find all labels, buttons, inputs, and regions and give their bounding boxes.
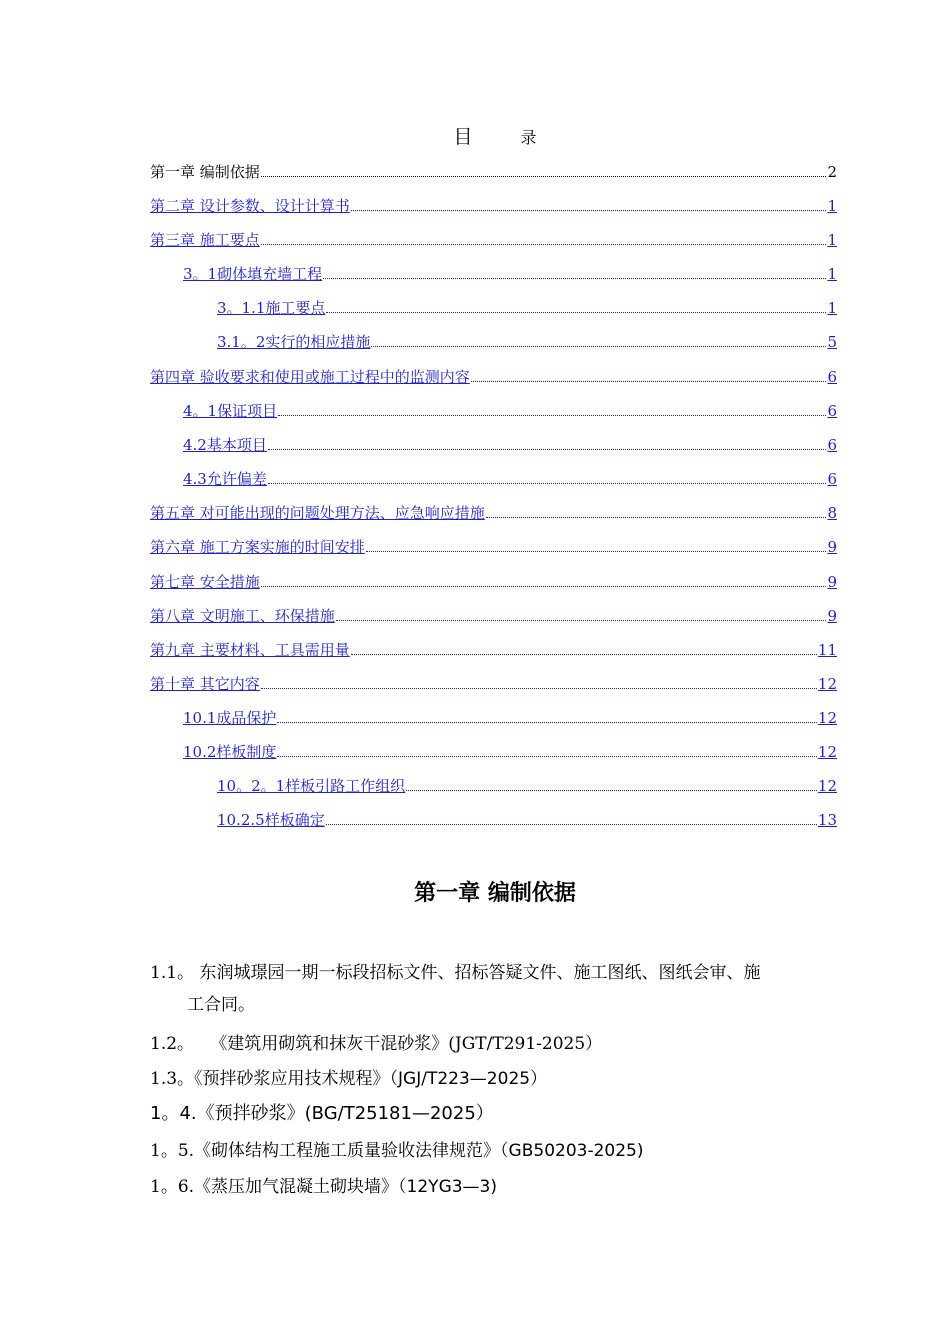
toc-entry[interactable] <box>150 570 837 592</box>
toc-leader-dots <box>277 722 817 723</box>
toc-leader-dots <box>406 790 817 791</box>
basis-item <box>150 958 840 988</box>
toc-entry[interactable] <box>150 194 837 216</box>
toc-leader-dots <box>278 415 826 416</box>
basis-item-number: 1.1。 <box>150 963 195 983</box>
toc-leader-dots <box>323 278 826 279</box>
chapter-heading: 第一章 编制依据 <box>414 881 576 906</box>
toc-entry-label: 3。1.1施工要点 <box>217 299 326 317</box>
toc-entry-label: 10。2。1样板引路工作组织 <box>217 777 406 795</box>
basis-item <box>150 1029 840 1059</box>
toc-entry[interactable] <box>183 740 837 762</box>
toc-entry[interactable] <box>183 467 837 489</box>
toc-entry-label: 第九章 主要材料、工具需用量 <box>150 641 350 659</box>
toc-entry-page: 6 <box>827 470 837 488</box>
toc-entry-label: 第六章 施工方案实施的时间安排 <box>150 538 365 556</box>
toc-entry[interactable] <box>183 433 837 455</box>
toc-entry[interactable] <box>150 638 837 660</box>
basis-item-continuation: 工合同。 <box>187 995 255 1015</box>
basis-item <box>150 1136 840 1166</box>
toc-entry-label: 第四章 验收要求和使用或施工过程中的监测内容 <box>150 368 470 386</box>
toc-leader-dots <box>471 381 827 382</box>
toc-entry[interactable] <box>183 262 837 284</box>
toc-leader-dots <box>351 210 827 211</box>
toc-entry-label: 第一章 编制依据 <box>150 163 260 181</box>
toc-leader-dots <box>351 654 817 655</box>
toc-leader-dots <box>268 483 827 484</box>
toc-leader-dots <box>268 449 827 450</box>
toc-leader-dots <box>261 244 827 245</box>
toc-entry-label: 第七章 安全措施 <box>150 573 260 591</box>
toc-entry-label: 4。1保证项目 <box>183 402 278 420</box>
toc-entry-page: 9 <box>827 538 837 556</box>
toc-entry-page: 6 <box>827 436 837 454</box>
basis-item-text: 东润城璟园一期一标段招标文件、招标答疑文件、施工图纸、图纸会审、施 <box>194 963 761 983</box>
toc-entry[interactable] <box>217 296 837 318</box>
toc-entry-page: 5 <box>827 333 837 351</box>
toc-entry-page: 12 <box>817 709 837 727</box>
toc-title-part1: 目 <box>453 126 473 148</box>
toc-entry-label: 4.2基本项目 <box>183 436 267 454</box>
toc-entry-page: 6 <box>827 402 837 420</box>
toc-entry[interactable] <box>150 672 837 694</box>
toc-entry[interactable] <box>183 706 837 728</box>
basis-item-code: 12YG3—3) <box>406 1177 498 1197</box>
toc-entry-page: 12 <box>817 743 837 761</box>
basis-item-number: 1。5. <box>150 1141 195 1161</box>
toc-entry-label: 3。1砌体填充墙工程 <box>183 265 323 283</box>
toc-leader-dots <box>366 551 827 552</box>
toc-entry-label: 第十章 其它内容 <box>150 675 260 693</box>
basis-item-text: 《蒸压加气混凝土砌块墙》（ <box>194 1177 407 1197</box>
toc-entry-page: 1 <box>827 265 837 283</box>
toc-entry[interactable] <box>150 228 837 250</box>
toc-entry-page: 9 <box>827 607 837 625</box>
toc-entry[interactable] <box>150 160 837 182</box>
toc-entry[interactable] <box>217 774 837 796</box>
basis-item-text: 《预拌砂浆》(BG/T25181—2025） <box>196 1103 494 1124</box>
basis-item-number: 1。6. <box>150 1177 195 1197</box>
toc-leader-dots <box>261 176 827 177</box>
basis-item-number: 1。4. <box>150 1103 197 1124</box>
basis-item <box>150 1064 840 1094</box>
basis-item-text: 《建筑用砌筑和抹灰干混砂浆》(JGT/T291-2025） <box>194 1034 603 1054</box>
toc-leader-dots <box>371 346 826 347</box>
toc-entry-label: 3.1。2实行的相应措施 <box>217 333 371 351</box>
basis-item-number: 1.3。 <box>150 1069 195 1089</box>
toc-entry-label: 第八章 文明施工、环保措施 <box>150 607 335 625</box>
toc-entry[interactable] <box>217 808 837 830</box>
toc-entry-page: 11 <box>817 641 837 659</box>
toc-leader-dots <box>261 688 817 689</box>
toc-entry-page: 13 <box>817 811 837 829</box>
basis-item-text: 《预拌砂浆应用技术规程》（ <box>194 1069 399 1089</box>
basis-item-tail: ） <box>530 1069 548 1089</box>
toc-entry-label: 第三章 施工要点 <box>150 231 260 249</box>
toc-entry[interactable] <box>183 399 837 421</box>
toc-leader-dots <box>486 517 827 518</box>
toc-entry-page: 1 <box>827 197 837 215</box>
basis-item <box>150 1099 840 1129</box>
toc-entry-page: 6 <box>827 368 837 386</box>
basis-item-text: 《砌体结构工程施工质量验收法律规范》（ <box>194 1141 509 1161</box>
basis-item-number: 1.2。 <box>150 1034 195 1054</box>
toc-entry[interactable] <box>150 535 837 557</box>
basis-item-code: GB50203-2025) <box>508 1141 644 1161</box>
toc-entry-page: 9 <box>827 573 837 591</box>
toc-entry[interactable] <box>217 330 837 352</box>
toc-entry-label: 第五章 对可能出现的问题处理方法、应急响应措施 <box>150 504 485 522</box>
toc-entry-page: 2 <box>827 163 837 181</box>
toc-entry[interactable] <box>150 365 837 387</box>
toc-entry[interactable] <box>150 501 837 523</box>
toc-title <box>0 124 950 151</box>
toc-entry-page: 8 <box>827 504 837 522</box>
toc-leader-dots <box>336 620 827 621</box>
toc-entry-label: 10.2.5样板确定 <box>217 811 325 829</box>
toc-entry-page: 12 <box>817 777 837 795</box>
toc-leader-dots <box>326 312 826 313</box>
toc-entry-page: 1 <box>827 231 837 249</box>
toc-entry-label: 10.1成品保护 <box>183 709 277 727</box>
toc-entry-label: 10.2样板制度 <box>183 743 277 761</box>
toc-entry-page: 12 <box>817 675 837 693</box>
toc-entry-label: 4.3允许偏差 <box>183 470 267 488</box>
basis-item-code: JGJ/T223—2025 <box>398 1069 531 1089</box>
toc-leader-dots <box>277 756 817 757</box>
toc-entry[interactable] <box>150 604 837 626</box>
toc-title-part2: 录 <box>520 128 537 147</box>
toc-leader-dots <box>326 824 817 825</box>
toc-entry-page: 1 <box>827 299 837 317</box>
basis-item <box>150 1172 840 1202</box>
toc-leader-dots <box>261 586 827 587</box>
toc-entry-label: 第二章 设计参数、设计计算书 <box>150 197 350 215</box>
